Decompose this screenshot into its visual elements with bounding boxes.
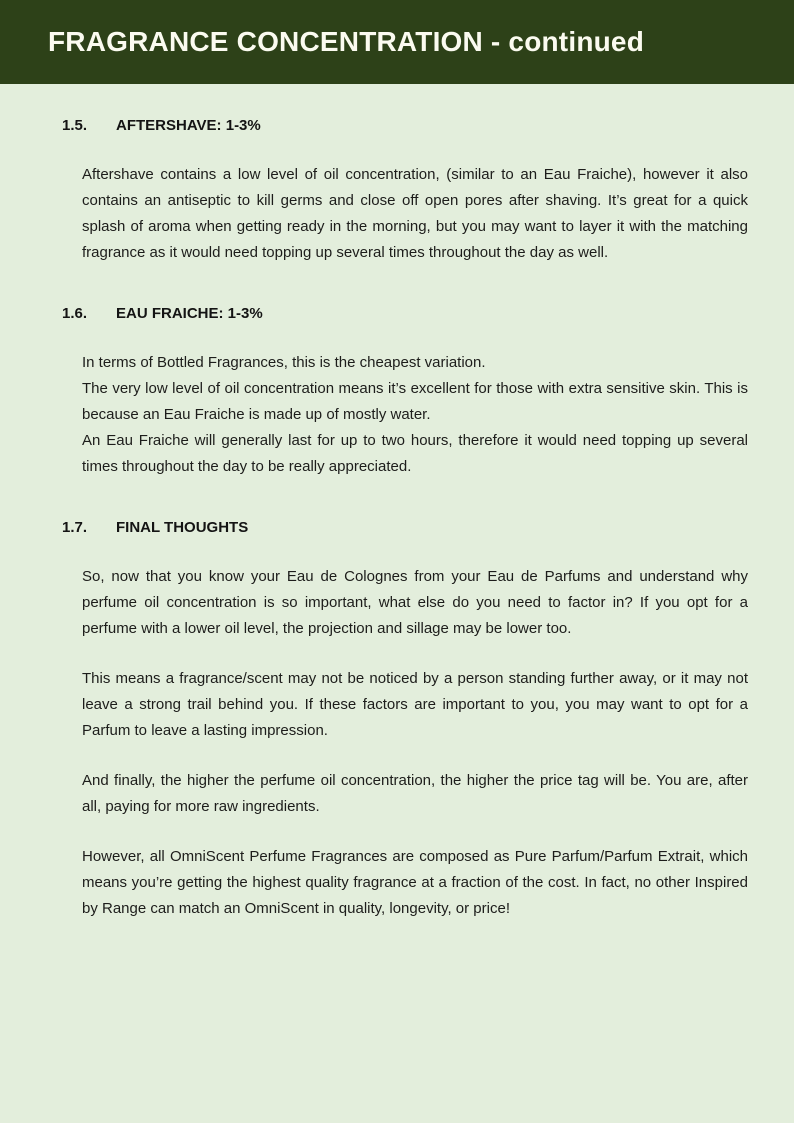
document-body <box>0 84 794 922</box>
section-number: 1.6. <box>62 305 88 322</box>
paragraph: So, now that you know your Eau de Colognes from your Eau de Parfums and understand why perfume oil concentration is so important, what else do you need to factor in? If you opt for a perfume with a lower oil level, the projection and sillage may be lower too. <box>82 568 748 637</box>
page-header-banner <box>0 0 794 84</box>
section-title: FINAL THOUGHTS <box>116 519 249 536</box>
paragraph: An Eau Fraiche will generally last for up to two hours, therefore it would need topping up several times throughout the day to be really appreciated. <box>82 432 748 475</box>
section-number: 1.5. <box>62 117 88 134</box>
paragraph: And finally, the higher the perfume oil concentration, the higher the price tag will be. You are, after all, paying for more raw ingredients. <box>82 772 748 815</box>
paragraph: The very low level of oil concentration means it’s excellent for those with extra sensitive skin. This is because an Eau Fraiche is made up of mostly water. <box>82 380 748 423</box>
paragraph: Aftershave contains a low level of oil concentration, (similar to an Eau Fraiche), however it also contains an antiseptic to kill germs and close off open pores after shaving. It’s great for a quick splash of aroma when getting ready in the morning, but you may want to layer it with the matching fragrance as it would need topping up several times throughout the day as well. <box>82 166 748 261</box>
section-title: EAU FRAICHE: 1-3% <box>116 305 263 322</box>
paragraph: This means a fragrance/scent may not be noticed by a person standing further away, or it may not leave a strong trail behind you. If these factors are important to you, you may want to opt for a Parfum to leave a lasting impression. <box>82 670 748 739</box>
section-number: 1.7. <box>62 519 88 536</box>
section-heading-aftershave <box>62 118 748 134</box>
section-heading-final-thoughts <box>62 520 748 536</box>
paragraph: In terms of Bottled Fragrances, this is the cheapest variation. <box>82 354 486 371</box>
paragraph: However, all OmniScent Perfume Fragrances are composed as Pure Parfum/Parfum Extrait, which means you’re getting the highest quality fragrance at a fraction of the cost. In fact, no other Inspired by Range can match an OmniScent in quality, longevity, or price! <box>82 848 748 917</box>
section-heading-eau-fraiche <box>62 306 748 322</box>
section-title: AFTERSHAVE: 1-3% <box>116 117 261 134</box>
page-title: FRAGRANCE CONCENTRATION - continued <box>48 26 644 57</box>
